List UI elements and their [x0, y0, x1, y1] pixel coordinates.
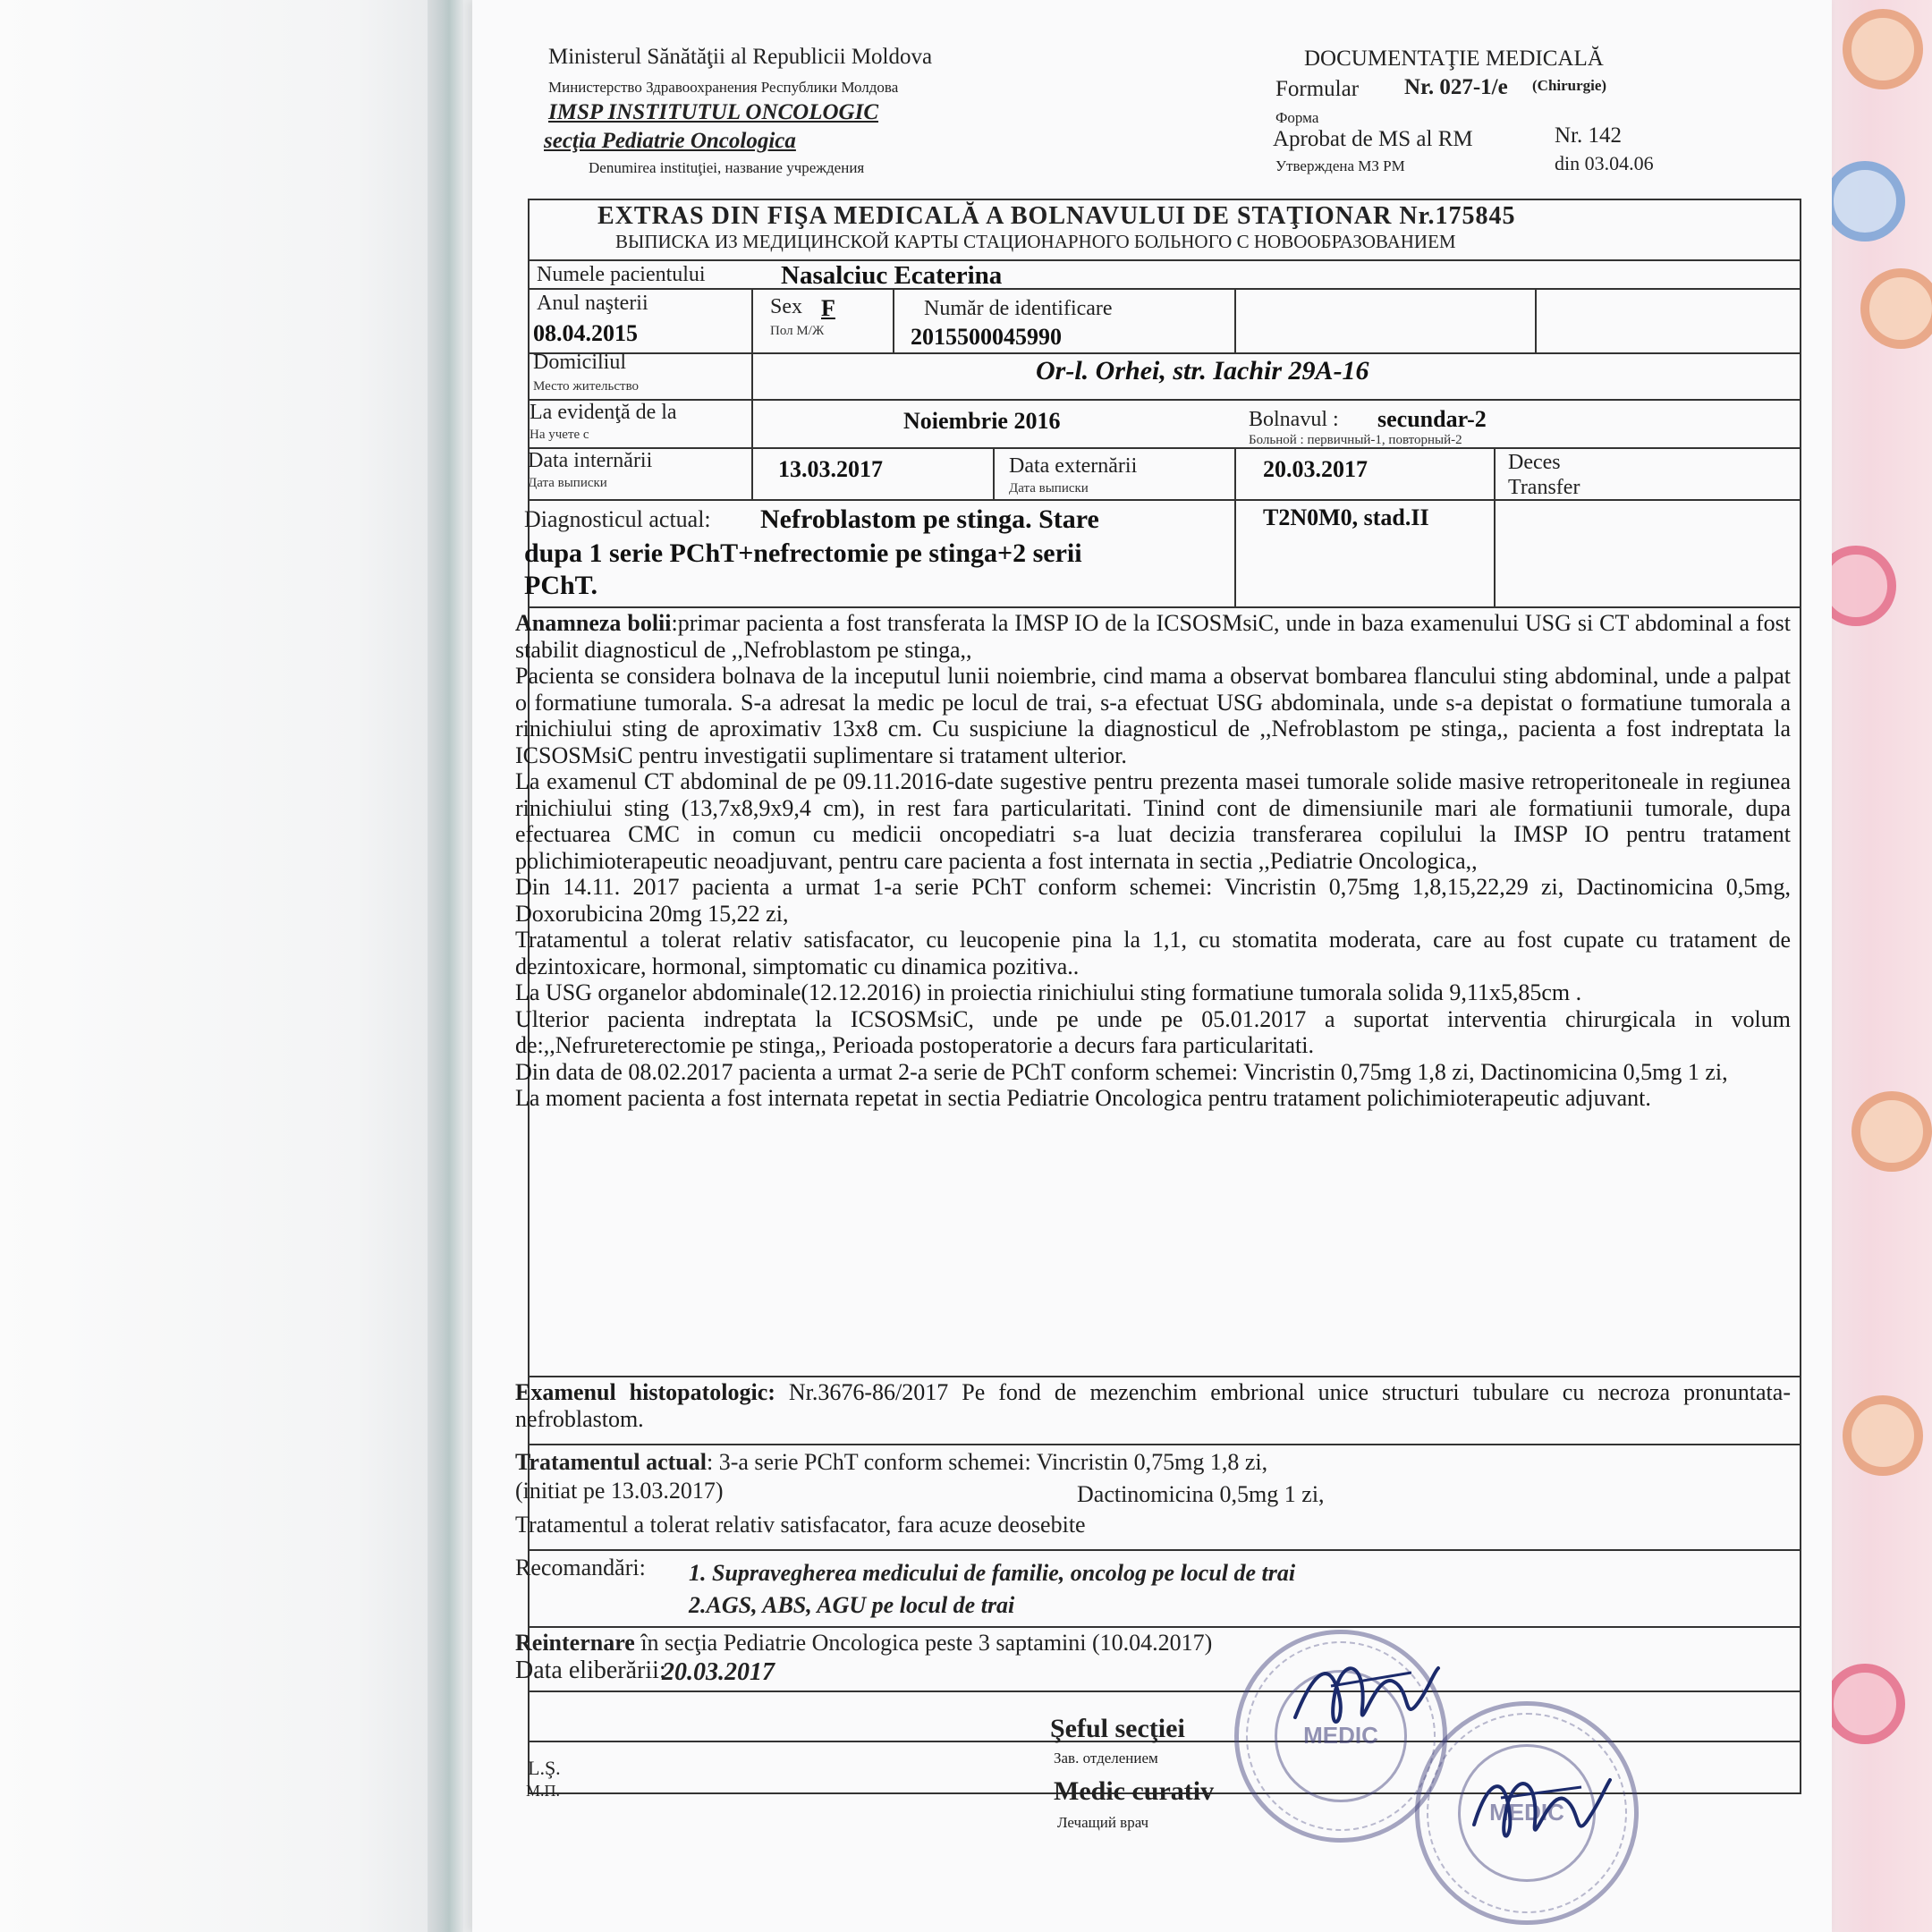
institute-name: IMSP INSTITUTUL ONCOLOGIC — [548, 100, 879, 124]
flower-decoration — [1843, 1395, 1923, 1476]
sex-label: Sex — [770, 295, 802, 318]
anamnesis-p6: La USG organelor abdominale(12.12.2016) in proiectia rinichiului sting formatiune tumorala solida 9,11x5,85cm . — [515, 979, 1582, 1005]
histo-text: Nr.3676-86/2017 Pe fond de mezenchim embrional unice structuri tubulare cu necroza pronuntata-nefroblastom. — [515, 1379, 1791, 1432]
treatment-text-1: : 3-a serie PChT conform schemei: Vincristin 0,75mg 1,8 zi, — [707, 1449, 1268, 1475]
formular-number: Nr. 027-1/e — [1404, 75, 1508, 99]
anamnesis-p4: Din 14.11. 2017 pacienta a urmat 1-a serie PChT conform schemei: Vincristin 0,75mg 1,8,15,22,29 zi, Dactinomicina 0,5mg, Doxorubicina 20mg 15,22 zi, — [515, 874, 1791, 927]
document-title: EXTRAS DIN FIŞA MEDICALĂ A BOLNAVULUI DE STAŢIONAR Nr.175845 — [597, 202, 1516, 230]
id-number: 2015500045990 — [911, 324, 1062, 350]
diagnosis-tnm: T2N0M0, stad.II — [1263, 504, 1429, 530]
recommendation-1: 1. Supravegherea medicului de familie, oncolog pe locul de trai — [689, 1560, 1296, 1586]
anamnesis-p2: Pacienta se considera bolnava de la inceputul lunii noiembrie, cind mama a observat bombarea flancului sting abdominal, unde a palpat o formatiune tumorala. S-a adresat la medic pe locul de trai, s-a efectuat USG abdominala, unde s-a depistat o formatiune tumorala a rinichiului sting de aproximativ 13x8 cm. Cu suspiciune la diagnosticul de ,,Nefroblastom pe stinga,, pacienta a fost indreptata la ICSOSMsiC pentru investigatii suplimentare si tratament ulterior. — [515, 663, 1791, 768]
formular-kind: (Chirurgie) — [1532, 77, 1607, 94]
approval-nr: Nr. 142 — [1555, 123, 1622, 148]
diagnosis-line-3: PChT. — [524, 571, 597, 600]
anamnesis-section — [515, 610, 1791, 1112]
treatment-line-1 — [515, 1449, 1267, 1476]
attending-doctor-ru: Лечащий врач — [1057, 1814, 1149, 1831]
address-value: Or-l. Orhei, str. Iachir 29A-16 — [1036, 356, 1369, 386]
document-title-ru: ВЫПИСКА ИЗ МЕДИЦИНСКОЙ КАРТЫ СТАЦИОНАРНОГО БОЛЬНОГО С НОВООБРАЗОВАНИЕМ — [615, 231, 1456, 252]
medical-document — [472, 0, 1832, 1932]
treatment-dactinomicina: Dactinomicina 0,5mg 1 zi, — [1077, 1481, 1325, 1507]
stamp-text: MEDIC — [1275, 1670, 1406, 1801]
anamnesis-label: Anamneza bolii — [515, 610, 672, 636]
head-signature-icon — [1277, 1637, 1447, 1753]
anamnesis-p3: La examenul CT abdominal de pe 09.11.2016-date sugestive pentru prezenta masei tumorale solide masive retroperitoneale in regiunea rinichiului sting (13,7x8,9x9,4 cm), in rest fara particularitati. Tinind cont de dimensiunile mari ale formatiunii tumorale, dupa efectuarea CMC in comun cu medicii oncopediatri s-a luat decizia transferarea copilului la IMSP IO pentru tratament polichimioterapeutic neoadjuvant, pentru care pacienta a fost internata in sectia ,,Pediatrie Oncologica,, — [515, 768, 1791, 874]
institution-caption: Denumirea instituţiei, название учреждения — [589, 159, 865, 176]
anamnesis-p7: Ulterior pacienta indreptata la ICSOSMsiC, unde pe unde pe 05.01.2017 a suportat interventia chirurgicala in volum de:,,Nefrureterectomie pe stinga,, Perioada postoperatorie a decurs fara particularitati. — [515, 1005, 1791, 1058]
evidence-label: La evidenţă de la — [530, 401, 677, 424]
approved-ru: Утверждена МЗ РМ — [1275, 157, 1405, 174]
admit-label: Data internării — [528, 449, 653, 472]
discharge-label: Data externării — [1009, 454, 1138, 478]
head-of-section-ru: Зав. отделением — [1054, 1750, 1158, 1767]
recommendations-label: Recomandări: — [515, 1555, 646, 1580]
bolnav-sub: Больной : первичный-1, повторный-2 — [1249, 433, 1462, 447]
anamnesis-p8: Din data de 08.02.2017 pacienta a urmat 2-a serie de PChT conform schemei: Vincristin 0,75mg 1,8 zi, Dactinomicina 0,5mg 1 zi, — [515, 1058, 1728, 1085]
readmission-text: în secţia Pediatrie Oncologica peste 3 saptamini (10.04.2017) — [634, 1630, 1213, 1656]
ministry-ro: Ministerul Sănătăţii al Republicii Moldova — [548, 45, 933, 69]
birth-label: Anul naşterii — [537, 292, 648, 315]
flower-decoration — [1825, 1664, 1905, 1744]
treatment-label: Tratamentul actual — [515, 1449, 707, 1475]
birth-date: 08.04.2015 — [533, 320, 638, 346]
evidence-value: Noiembrie 2016 — [903, 408, 1061, 434]
sex-value: F — [821, 295, 835, 321]
flower-decoration — [1852, 1091, 1932, 1172]
diagnosis-label: Diagnosticul actual: — [524, 506, 711, 532]
patient-name-label: Numele pacientului — [537, 263, 706, 286]
formular-label: Formular — [1275, 77, 1360, 101]
seal-label: L.Ş. — [528, 1757, 561, 1779]
section-name: secţia Pediatrie Oncologica — [544, 129, 796, 153]
flower-decoration — [1860, 268, 1932, 349]
deces-label: Deces — [1508, 451, 1561, 474]
doc-type: DOCUMENTAŢIE MEDICALĂ — [1304, 47, 1604, 71]
approved-ro: Aprobat de MS al RM — [1273, 127, 1473, 151]
ministry-ru: Министерство Здравоохранения Республики Молдова — [548, 79, 899, 96]
head-of-section-label: Şeful secţiei — [1050, 1714, 1185, 1743]
release-label: Data eliberării: — [515, 1657, 666, 1684]
readmission-line — [515, 1630, 1212, 1657]
readmission-label: Reinternare — [515, 1630, 635, 1656]
histo-label: Examenul histopatologic: — [515, 1379, 775, 1405]
treatment-tolerance: Tratamentul a tolerat relativ satisfacator, fara acuze deosebite — [515, 1512, 1086, 1538]
sex-sub: Пол М/Ж — [770, 324, 825, 338]
anamnesis-p9: La moment pacienta a fost internata repetat in sectia Pediatrie Oncologica pentru tratament polichimioterapeutic adjuvant. — [515, 1085, 1651, 1111]
bolnav-value: secundar-2 — [1377, 406, 1487, 432]
id-label: Număr de identificare — [924, 297, 1113, 320]
address-label: Domiciliul — [533, 351, 626, 374]
discharge-date: 20.03.2017 — [1263, 456, 1368, 482]
anamnesis-p5: Tratamentul a tolerat relativ satisfacator, cu leucopenie pina la 1,1, cu stomatita moderata, care au fost cupate cu tratament de dezintoxicare, hormonal, simptomatic cu dinamica pozitiva.. — [515, 927, 1791, 979]
diagnosis-line-1: Nefroblastom pe stinga. Stare — [760, 504, 1099, 534]
left-blank-sheet — [0, 0, 447, 1932]
doctor-signature-icon — [1456, 1753, 1617, 1860]
bolnav-label: Bolnavul : — [1249, 408, 1339, 431]
anamnesis-p1: :primar pacienta a fost transferata la IMSP IO de la ICSOSMsiC, unde in baza examenului USG si CT abdominal a fost stabilit diagnosticul de ,,Nefroblastom pe stinga,, — [515, 610, 1791, 663]
admit-date: 13.03.2017 — [778, 456, 883, 482]
forma-label: Форма — [1275, 109, 1319, 126]
attending-doctor-label: Medic curativ — [1054, 1776, 1215, 1806]
flower-decoration — [1843, 9, 1923, 89]
release-date: 20.03.2017 — [662, 1658, 775, 1686]
treatment-start: (initiat pe 13.03.2017) — [515, 1478, 724, 1504]
evidence-sub: На учете с — [530, 428, 589, 442]
admit-sub: Дата выписки — [528, 476, 607, 490]
seal-label-ru: М.П. — [526, 1782, 561, 1800]
transfer-label: Transfer — [1508, 476, 1580, 499]
address-sub: Место жительство — [533, 379, 640, 394]
recommendation-2: 2.AGS, ABS, AGU pe locul de trai — [689, 1592, 1015, 1618]
patient-name: Nasalciuc Ecaterina — [781, 261, 1003, 290]
folder-edge — [428, 0, 463, 1932]
discharge-sub: Дата выписки — [1009, 481, 1089, 496]
approval-date: din 03.04.06 — [1555, 152, 1654, 174]
diagnosis-line-2: dupa 1 serie PChT+nefrectomie pe stinga+2 serii — [524, 538, 1082, 568]
stamp-text: MEDIC — [1458, 1744, 1597, 1883]
flower-decoration — [1825, 161, 1905, 242]
histopathology-section — [515, 1379, 1791, 1432]
